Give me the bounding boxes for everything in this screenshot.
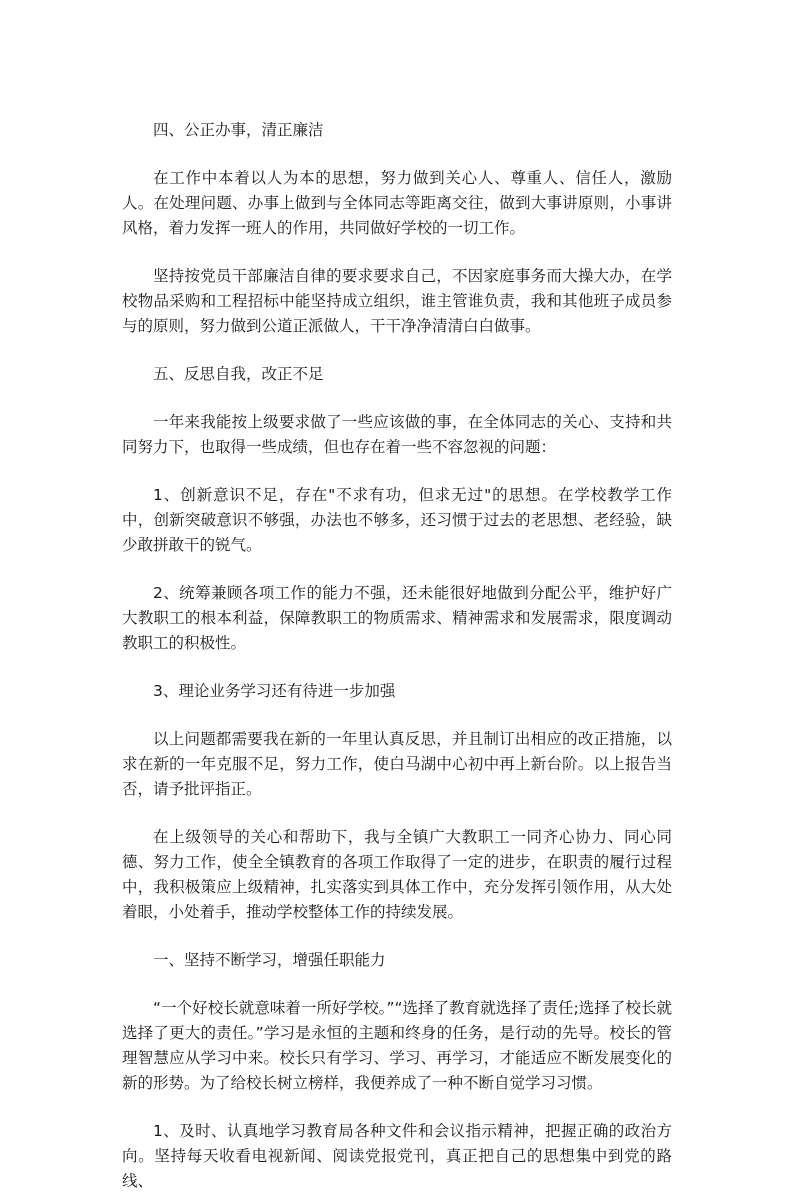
list-item: 1、创新意识不足，存在"不求有功，但求无过"的思想。在学校教学工作中，创新突破意识不够强，办法也不够多，还习惯于过去的老思想、老经验，缺少敢拼敢干的锐气。 (122, 486, 672, 554)
list-item-heading: 3、理论业务学习还有待进一步加强 (153, 682, 396, 700)
list-item: 1、及时、认真地学习教育局各种文件和会议指示精神，把握正确的政治方向。坚持每天收看电视新闻、阅读党报党刊，真正把自己的思想集中到党的路线、 (122, 1122, 672, 1190)
paragraph: 坚持按党员干部廉洁自律的要求要求自己，不因家庭事务而大操大办，在学校物品采购和工程招标中能坚持成立组织，谁主管谁负责，我和其他班子成员参与的原则，努力做到公道正派做人，干干净净清清白白做事。 (122, 267, 672, 335)
paragraph: “一个好校长就意味着一所好学校。”“选择了教育就选择了责任;选择了校长就选择了更大的责任。”学习是永恒的主题和终身的任务，是行动的先导。校长的管理智慧应从学习中来。校长只有学习、学习、再学习，才能适应不断发展变化的新的形势。为了给校长树立榜样，我便养成了一种不断自觉学习习惯。 (122, 999, 672, 1092)
section-heading: 五、反思自我，改正不足 (153, 365, 324, 383)
paragraph: 在工作中本着以人为本的思想，努力做到关心人、尊重人、信任人，激励人。在处理问题、办事上做到与全体同志等距离交往，做到大事讲原则，小事讲风格，着力发挥一班人的作用，共同做好学校的一切工作。 (122, 169, 672, 237)
paragraph: 以上问题都需要我在新的一年里认真反思，并且制订出相应的改正措施，以求在新的一年克服不足，努力工作，使白马湖中心初中再上新台阶。以上报告当否，请予批评指正。 (122, 730, 672, 798)
list-item: 2、统筹兼顾各项工作的能力不强，还未能很好地做到分配公平，维护好广大教职工的根本利益，保障教职工的物质需求、精神需求和发展需求，限度调动教职工的积极性。 (122, 584, 672, 652)
document-body (122, 118, 672, 1194)
section-heading: 一、坚持不断学习，增强任职能力 (153, 951, 386, 969)
paragraph: 在上级领导的关心和帮助下，我与全镇广大教职工一同齐心协力、同心同德、努力工作，使全全镇教育的各项工作取得了一定的进步，在职责的履行过程中，我积极策应上级精神，扎实落实到具体工作中，充分发挥引领作用，从大处着眼，小处着手，推动学校整体工作的持续发展。 (122, 828, 672, 921)
section-heading: 四、公正办事，清正廉洁 (153, 121, 324, 139)
paragraph: 一年来我能按上级要求做了一些应该做的事，在全体同志的关心、支持和共同努力下，也取得一些成绩，但也存在着一些不容忽视的问题： (122, 413, 672, 456)
